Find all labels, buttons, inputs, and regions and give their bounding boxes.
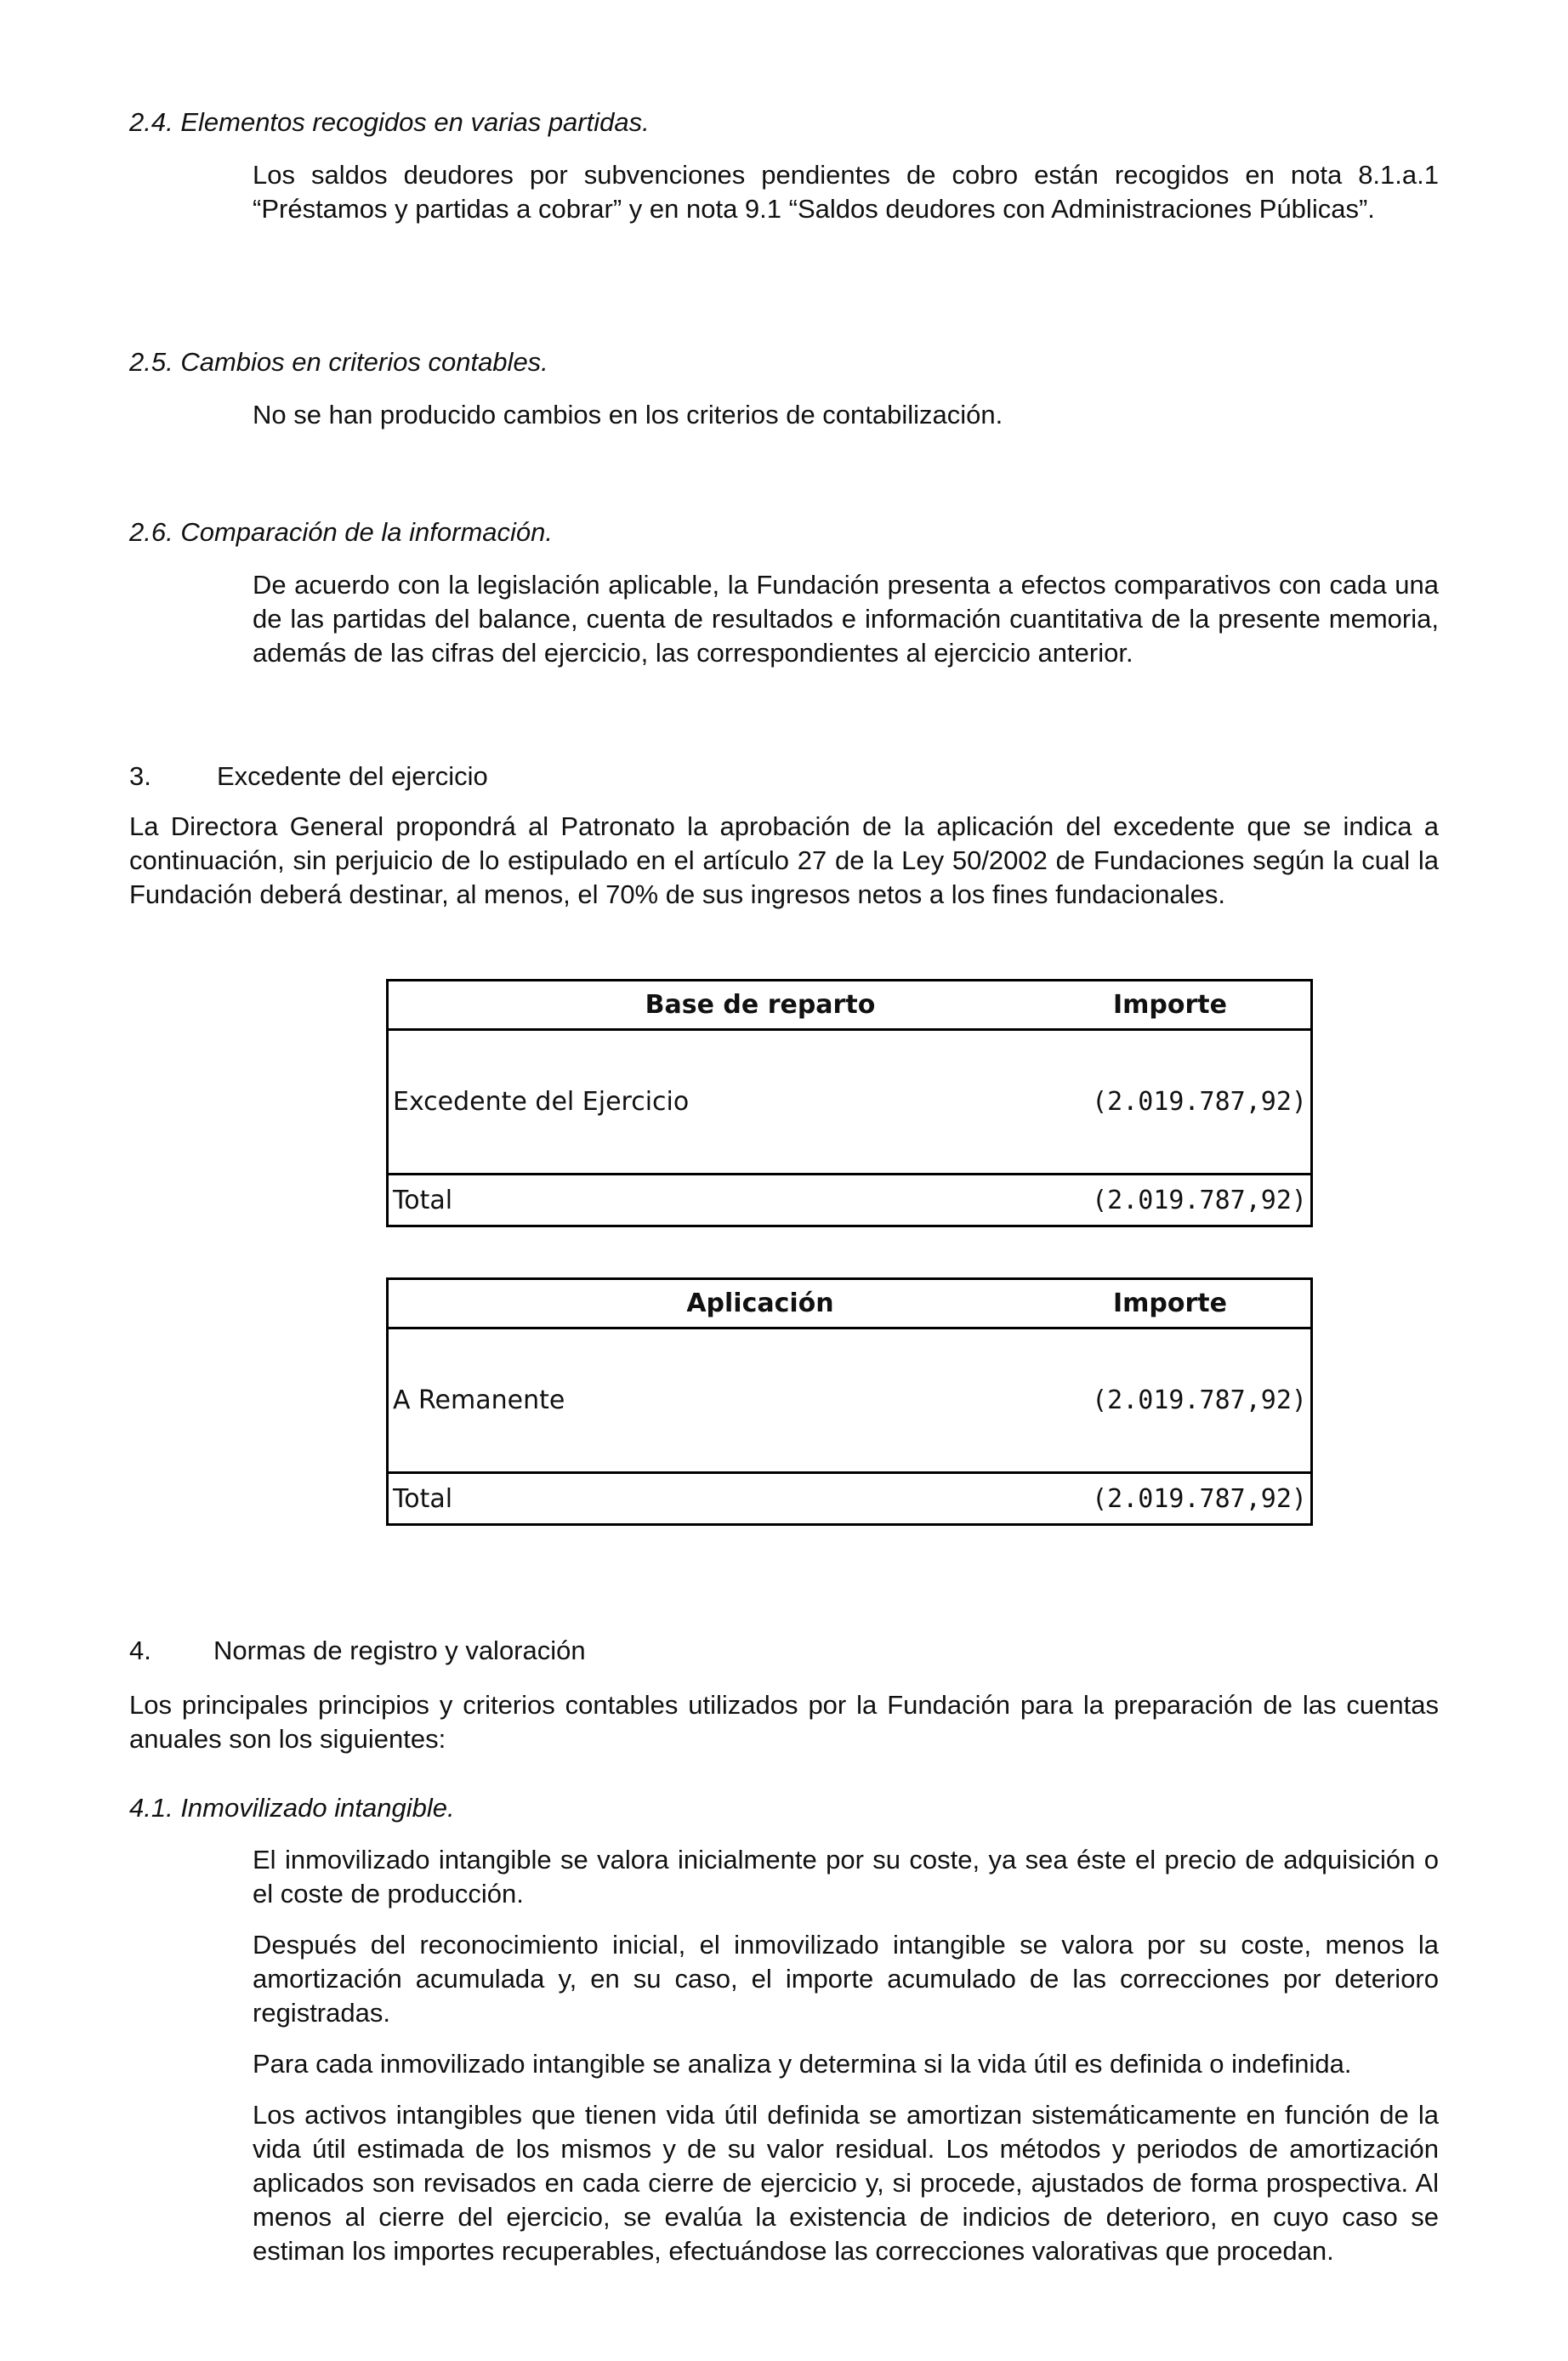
total-label: Total xyxy=(393,1483,453,1514)
table-header xyxy=(389,981,1310,1031)
section-2-5-body xyxy=(253,398,1439,432)
paragraph: De acuerdo con la legislación aplicable, la Fundación presenta a efectos comparativos con cada una de las partidas del balance, cuenta de resultados e información cuantitativa de la presente memoria, además de las cifras del ejercicio, las correspondientes al ejercicio anterior. xyxy=(253,570,1439,668)
heading-2-4: 2.4. Elementos recogidos en varias partidas. xyxy=(129,107,650,137)
header-base-de-reparto: Base de reparto xyxy=(645,990,876,1020)
section-3-title: Excedente del ejercicio xyxy=(217,761,488,791)
heading-2-6: 2.6. Comparación de la información. xyxy=(129,517,553,547)
row-value: (2.019.787,92) xyxy=(1092,1087,1307,1117)
row-label: Excedente del Ejercicio xyxy=(393,1087,690,1117)
table-row xyxy=(389,1329,1310,1474)
heading-2-5: 2.5. Cambios en criterios contables. xyxy=(129,347,548,377)
section-4-body xyxy=(129,1688,1439,1756)
table-base-de-reparto xyxy=(386,979,1313,1227)
section-2-6-body xyxy=(253,568,1439,670)
table-total-row xyxy=(389,1474,1310,1523)
table-total-row xyxy=(389,1175,1310,1225)
table-aplicacion xyxy=(386,1277,1313,1526)
paragraph: Los saldos deudores por subvenciones pendientes de cobro están recogidos en nota 8.1.a.1 “Préstamos y partidas a cobrar” y en nota 9.1 “Saldos deudores con Administraciones Públicas”. xyxy=(253,160,1439,224)
paragraph: Después del reconocimiento inicial, el inmovilizado intangible se valora por su coste, menos la amortización acumulada y, en su caso, el importe acumulado de las correcciones por deterioro registradas. xyxy=(253,1930,1439,2028)
section-4-1-body xyxy=(253,1843,1439,2268)
header-importe: Importe xyxy=(1113,1289,1227,1318)
row-value: (2.019.787,92) xyxy=(1092,1385,1307,1415)
heading-4-1: 4.1. Inmovilizado intangible. xyxy=(129,1793,455,1823)
paragraph: El inmovilizado intangible se valora inicialmente por su coste, ya sea éste el precio de adquisición o el coste de producción. xyxy=(253,1845,1439,1909)
total-value: (2.019.787,92) xyxy=(1092,1483,1307,1514)
header-importe: Importe xyxy=(1113,990,1227,1020)
paragraph: La Directora General propondrá al Patronato la aprobación de la aplicación del excedente que se indica a continuación, sin perjuicio de lo estipulado en el artículo 27 de la Ley 50/2002 de Fundaciones según la cual la Fundación deberá destinar, al menos, el 70% de sus ingresos netos a los fines fundacionales. xyxy=(129,811,1439,909)
row-label: A Remanente xyxy=(393,1385,565,1415)
paragraph: No se han producido cambios en los criterios de contabilización. xyxy=(253,400,1003,430)
section-3-number: 3. xyxy=(129,761,151,791)
paragraph: Para cada inmovilizado intangible se analiza y determina si la vida útil es definida o indefinida. xyxy=(253,2049,1352,2079)
total-label: Total xyxy=(393,1185,453,1215)
table-row xyxy=(389,1031,1310,1175)
section-2-4-body xyxy=(253,158,1439,226)
table-header xyxy=(389,1280,1310,1329)
section-3-body xyxy=(129,810,1439,912)
paragraph: Los activos intangibles que tienen vida útil definida se amortizan sistemáticamente en función de la vida útil estimada de los mismos y de su valor residual. Los métodos y periodos de amortización aplicados son revisados en cada cierre de ejercicio y, si procede, ajustados de forma prospectiva. Al menos al cierre del ejercicio, se evalúa la existencia de indicios de deterioro, en cuyo caso se estiman los importes recuperables, efectuándose las correcciones valorativas que procedan. xyxy=(253,2100,1439,2266)
paragraph: Los principales principios y criterios contables utilizados por la Fundación para la preparación de las cuentas anuales son los siguientes: xyxy=(129,1690,1439,1754)
section-4-number: 4. xyxy=(129,1636,151,1665)
section-4-title: Normas de registro y valoración xyxy=(213,1636,586,1665)
total-value: (2.019.787,92) xyxy=(1092,1185,1307,1215)
header-aplicacion: Aplicación xyxy=(686,1289,834,1318)
